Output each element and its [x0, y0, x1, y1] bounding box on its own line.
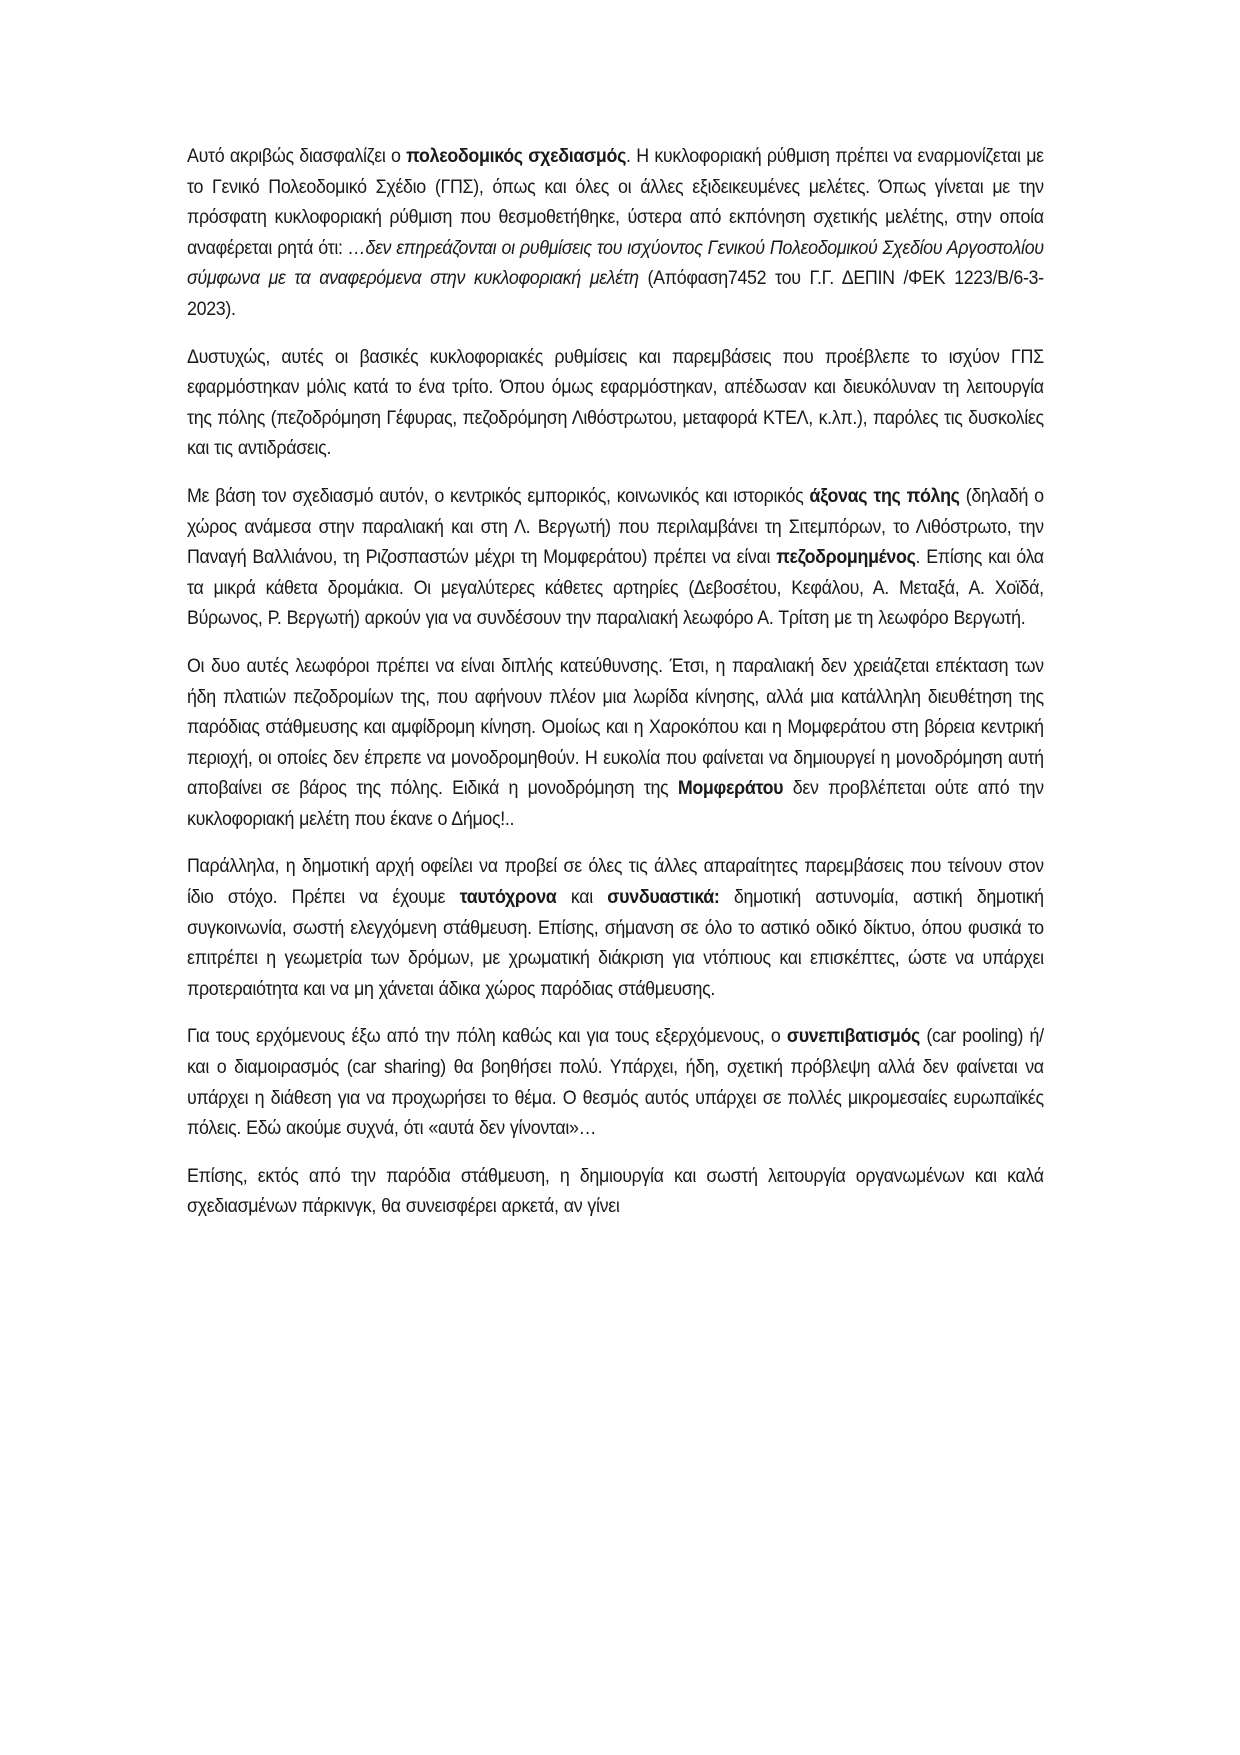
- bold-text-run: πεζοδρομημένος: [776, 547, 916, 569]
- paragraph: [187, 142, 1044, 326]
- bold-text-run: ταυτόχρονα: [459, 887, 557, 909]
- bold-text-run: άξονας της πόλης: [809, 485, 960, 507]
- bold-text-run: συνδυαστικά:: [607, 887, 720, 909]
- text-run: Αυτό ακριβώς διασφαλίζει ο: [187, 146, 407, 167]
- paragraph: [187, 652, 1044, 836]
- paragraph: [187, 852, 1044, 1005]
- text-run: Με βάση τον σχεδιασμό αυτόν, ο κεντρικός εμπορικός, κοινωνικός και ιστορικός: [187, 485, 810, 507]
- document-page: [187, 142, 1044, 1223]
- bold-text-run: πολεοδομικός σχεδιασμός: [406, 146, 627, 167]
- text-run: . Η κυκλοφοριακή ρύθμιση πρέπει να εναρμονίζεται με το Γενικό Πολεοδομικό Σχέδιο (ΓΠΣ), όπως και όλες οι άλλες εξιδεικευμένες μελέτες. Όπως γίνεται με την πρόσφατη κυκλοφοριακή ρύθμιση που θεσμοθετήθηκε, ύστερα από εκπόνηση σχετικής μελέτης, στην οποία αναφέρεται ρητά ότι:: [187, 146, 1044, 259]
- text-run: δημοτική αστυνομία, αστική δημοτική συγκοινωνία, σωστή ελεγχόμενη στάθμευση. Επίσης, σήμανση σε όλο το αστικό οδικό δίκτυο, όπου φυσικά το επιτρέπει η γεωμετρία των δρόμων, με χρωματική διάκριση για ντόπιους και επισκέπτες, ώστε να υπάρχει προτεραιότητα και να μη χάνεται άδικα χώρος παρόδιας στάθμευσης.: [187, 887, 1044, 1000]
- text-run: (car pooling) ή/και ο διαμοιρασμός (car sharing) θα βοηθήσει πολύ. Υπάρχει, ήδη, σχετική πρόβλεψη αλλά δεν φαίνεται να υπάρχει η διάθεση για να προχωρήσει το θέμα. Ο θεσμός αυτός υπάρχει σε πολλές μικρομεσαίες ευρωπαϊκές πόλεις. Εδώ ακούμε συχνά, ότι «αυτά δεν γίνονται»…: [187, 1026, 1044, 1140]
- text-run: Παράλληλα, η δημοτική αρχή οφείλει να προβεί σε όλες τις άλλες απαραίτητες παρεμβάσεις που τείνουν στον ίδιο στόχο. Πρέπει να έχουμε: [187, 856, 1044, 909]
- paragraph: [187, 482, 1044, 635]
- text-run: Δυστυχώς, αυτές οι βασικές κυκλοφοριακές ρυθμίσεις και παρεμβάσεις που προέβλεπε το ισχύον ΓΠΣ εφαρμόστηκαν μόλις κατά το ένα τρίτο. Όπου όμως εφαρμόστηκαν, απέδωσαν και διευκόλυναν τη λειτουργία της πόλης (πεζοδρόμηση Γέφυρας, πεζοδρόμηση Λιθόστρωτου, μεταφορά ΚΤΕΛ, κ.λπ.), παρόλες τις δυσκολίες και τις αντιδράσεις.: [187, 346, 1044, 460]
- bold-text-run: συνεπιβατισμός: [786, 1026, 920, 1048]
- paragraph: [187, 343, 1044, 465]
- italic-quote-run: …δεν επηρεάζονται οι ρυθμίσεις του ισχύοντος Γενικού Πολεοδομικού Σχεδίου Αργοστολίου σύμφωνα με τα αναφερόμενα στην κυκλοφοριακή μελέτη: [187, 237, 1044, 290]
- text-run: δεν προβλέπεται ούτε από την κυκλοφοριακή μελέτη που έκανε ο Δήμος!..: [187, 778, 1044, 830]
- text-run: (δηλαδή ο χώρος ανάμεσα στην παραλιακή και στη Λ. Βεργωτή) που περιλαμβάνει τη Σιτεμπόρων, το Λιθόστρωτο, την Παναγή Βαλλιάνου, τη Ριζοσπαστών μέχρι τη Μομφεράτου) πρέπει να είναι: [187, 485, 1044, 569]
- text-run: Για τους ερχόμενους έξω από την πόλη καθώς και για τους εξερχόμενους, ο: [187, 1026, 787, 1048]
- paragraph: [187, 1022, 1044, 1144]
- bold-text-run: Μομφεράτου: [677, 778, 784, 800]
- text-run: Επίσης, εκτός από την παρόδια στάθμευση, η δημιουργία και σωστή λειτουργία οργανωμένων και καλά σχεδιασμένων πάρκινγκ, θα συνεισφέρει αρκετά, αν γίνει: [187, 1165, 1044, 1218]
- text-run: Οι δυο αυτές λεωφόροι πρέπει να είναι διπλής κατεύθυνσης. Έτσι, η παραλιακή δεν χρειάζεται επέκταση των ήδη πλατιών πεζοδρομίων της, που αφήνουν πλέον μια λωρίδα κίνησης, αλλά μια κατάλληλη διευθέτηση της παρόδιας στάθμευσης και αμφίδρομη κίνηση. Ομοίως και η Χαροκόπου και η Μομφεράτου στη βόρεια κεντρική περιοχή, οι οποίες δεν έπρεπε να μονοδρομηθούν. Η ευκολία που φαίνεται να δημιουργεί η μονοδρόμηση αυτή αποβαίνει σε βάρος της πόλης. Ειδικά η μονοδρόμηση της: [187, 655, 1044, 800]
- text-run: . Επίσης και όλα τα μικρά κάθετα δρομάκια. Οι μεγαλύτερες κάθετες αρτηρίες (Δεβοσέτου, Κεφάλου, Α. Μεταξά, Α. Χοϊδά, Βύρωνος, Ρ. Βεργωτή) αρκούν για να συνδέσουν την παραλιακή λεωφόρο Α. Τρίτση με τη λεωφόρο Βεργωτή.: [187, 547, 1044, 630]
- citation-run: (Απόφαση7452 του Γ.Γ. ΔΕΠΙΝ /ΦΕΚ 1223/Β/6-3-2023).: [187, 268, 1044, 320]
- text-run: και: [556, 887, 608, 909]
- paragraph: [187, 1162, 1044, 1223]
